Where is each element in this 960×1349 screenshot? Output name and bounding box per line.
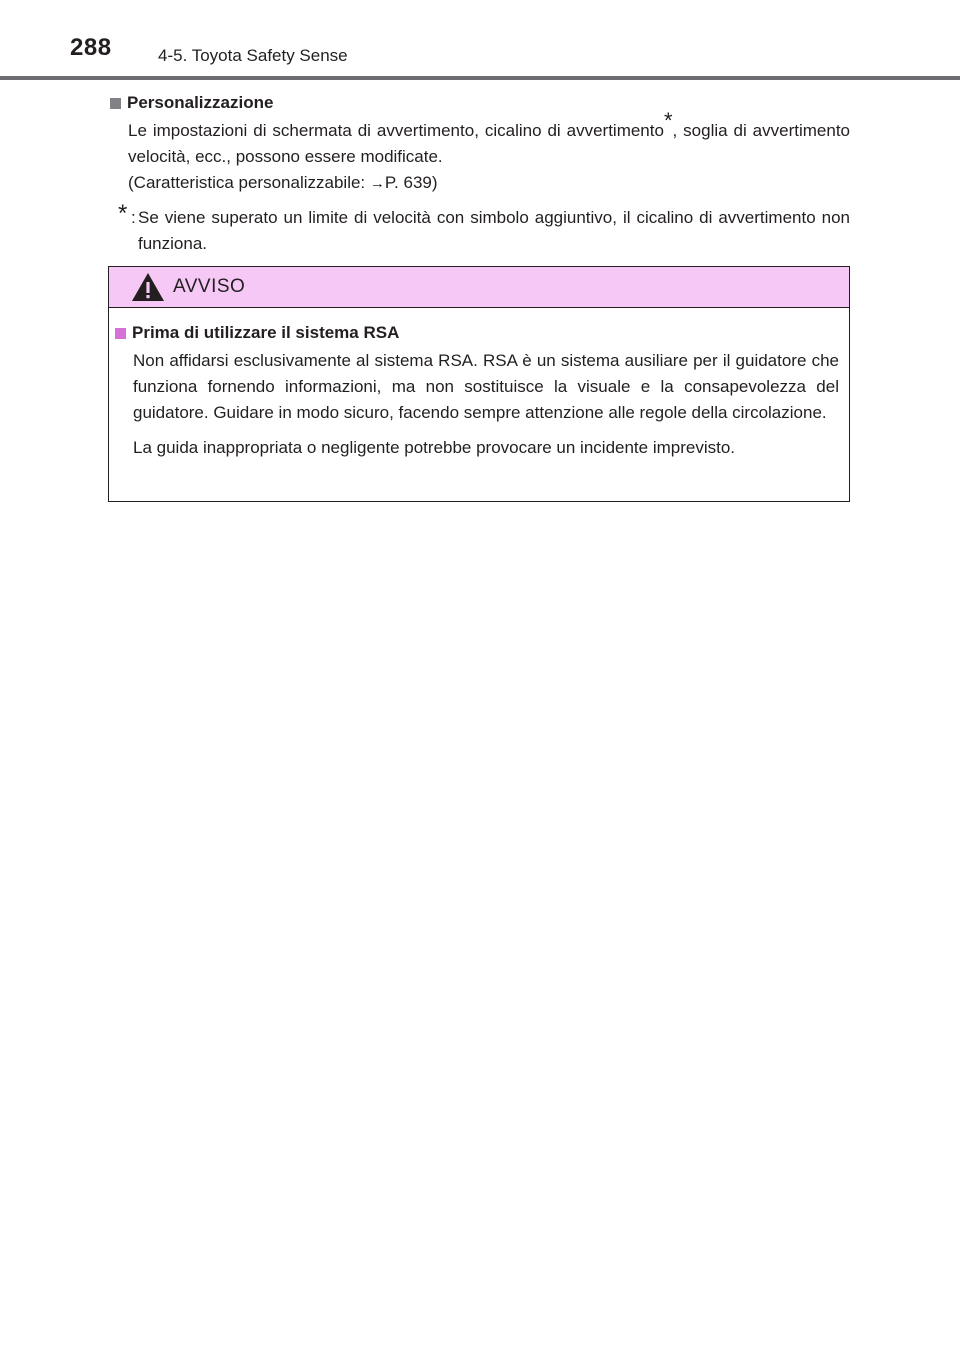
warning-item-heading <box>115 322 839 344</box>
footnote-text: Se viene superato un limite di velocità con simbolo aggiuntivo, il cicalino di avvertimento non funziona. <box>138 208 850 253</box>
personalization-text-start: Le impostazioni di schermata di avvertimento, cicalino di avvertimento <box>128 121 664 140</box>
warning-title: AVVISO <box>173 276 246 297</box>
personalization-section <box>110 92 850 257</box>
personalization-title: Personalizzazione <box>127 93 274 112</box>
footnote-colon: : <box>131 208 136 227</box>
section-title: 4-5. Toyota Safety Sense <box>158 46 348 65</box>
asterisk-marker: * <box>663 108 673 133</box>
warning-paragraph-1: Non affidarsi esclusivamente al sistema RSA. RSA è un sistema ausiliare per il guidatore che funziona fornendo informazioni, ma non sostituisce la visuale e la consapevolezza del guidatore. Guidare in modo sicuro, facendo sempre attenzione alle regole della circolazione. <box>133 351 839 422</box>
header-rule <box>0 76 960 80</box>
arrow-right-icon: → <box>369 175 385 192</box>
warning-triangle-icon <box>131 272 165 302</box>
square-bullet-icon <box>115 328 126 339</box>
warning-paragraph-2: La guida inappropriata o negligente potrebbe provocare un incidente imprevisto. <box>133 438 736 457</box>
square-bullet-icon <box>110 98 121 109</box>
warning-item-title: Prima di utilizzare il sistema RSA <box>132 323 400 342</box>
warning-box <box>108 266 850 502</box>
personalization-heading <box>110 92 850 114</box>
footnote <box>118 200 850 257</box>
personalization-paragraph <box>128 108 850 197</box>
warning-body <box>109 308 849 461</box>
reference-page-link[interactable]: P. 639) <box>384 173 438 192</box>
page-header <box>0 0 960 80</box>
personalization-text-end: , soglia di avvertimento velocità, ecc., possono essere modificate. <box>128 121 850 166</box>
footnote-asterisk: * <box>118 200 128 227</box>
reference-prefix: (Caratteristica personalizzabile: <box>128 173 370 192</box>
warning-header <box>109 267 849 308</box>
page-number: 288 <box>70 34 112 61</box>
